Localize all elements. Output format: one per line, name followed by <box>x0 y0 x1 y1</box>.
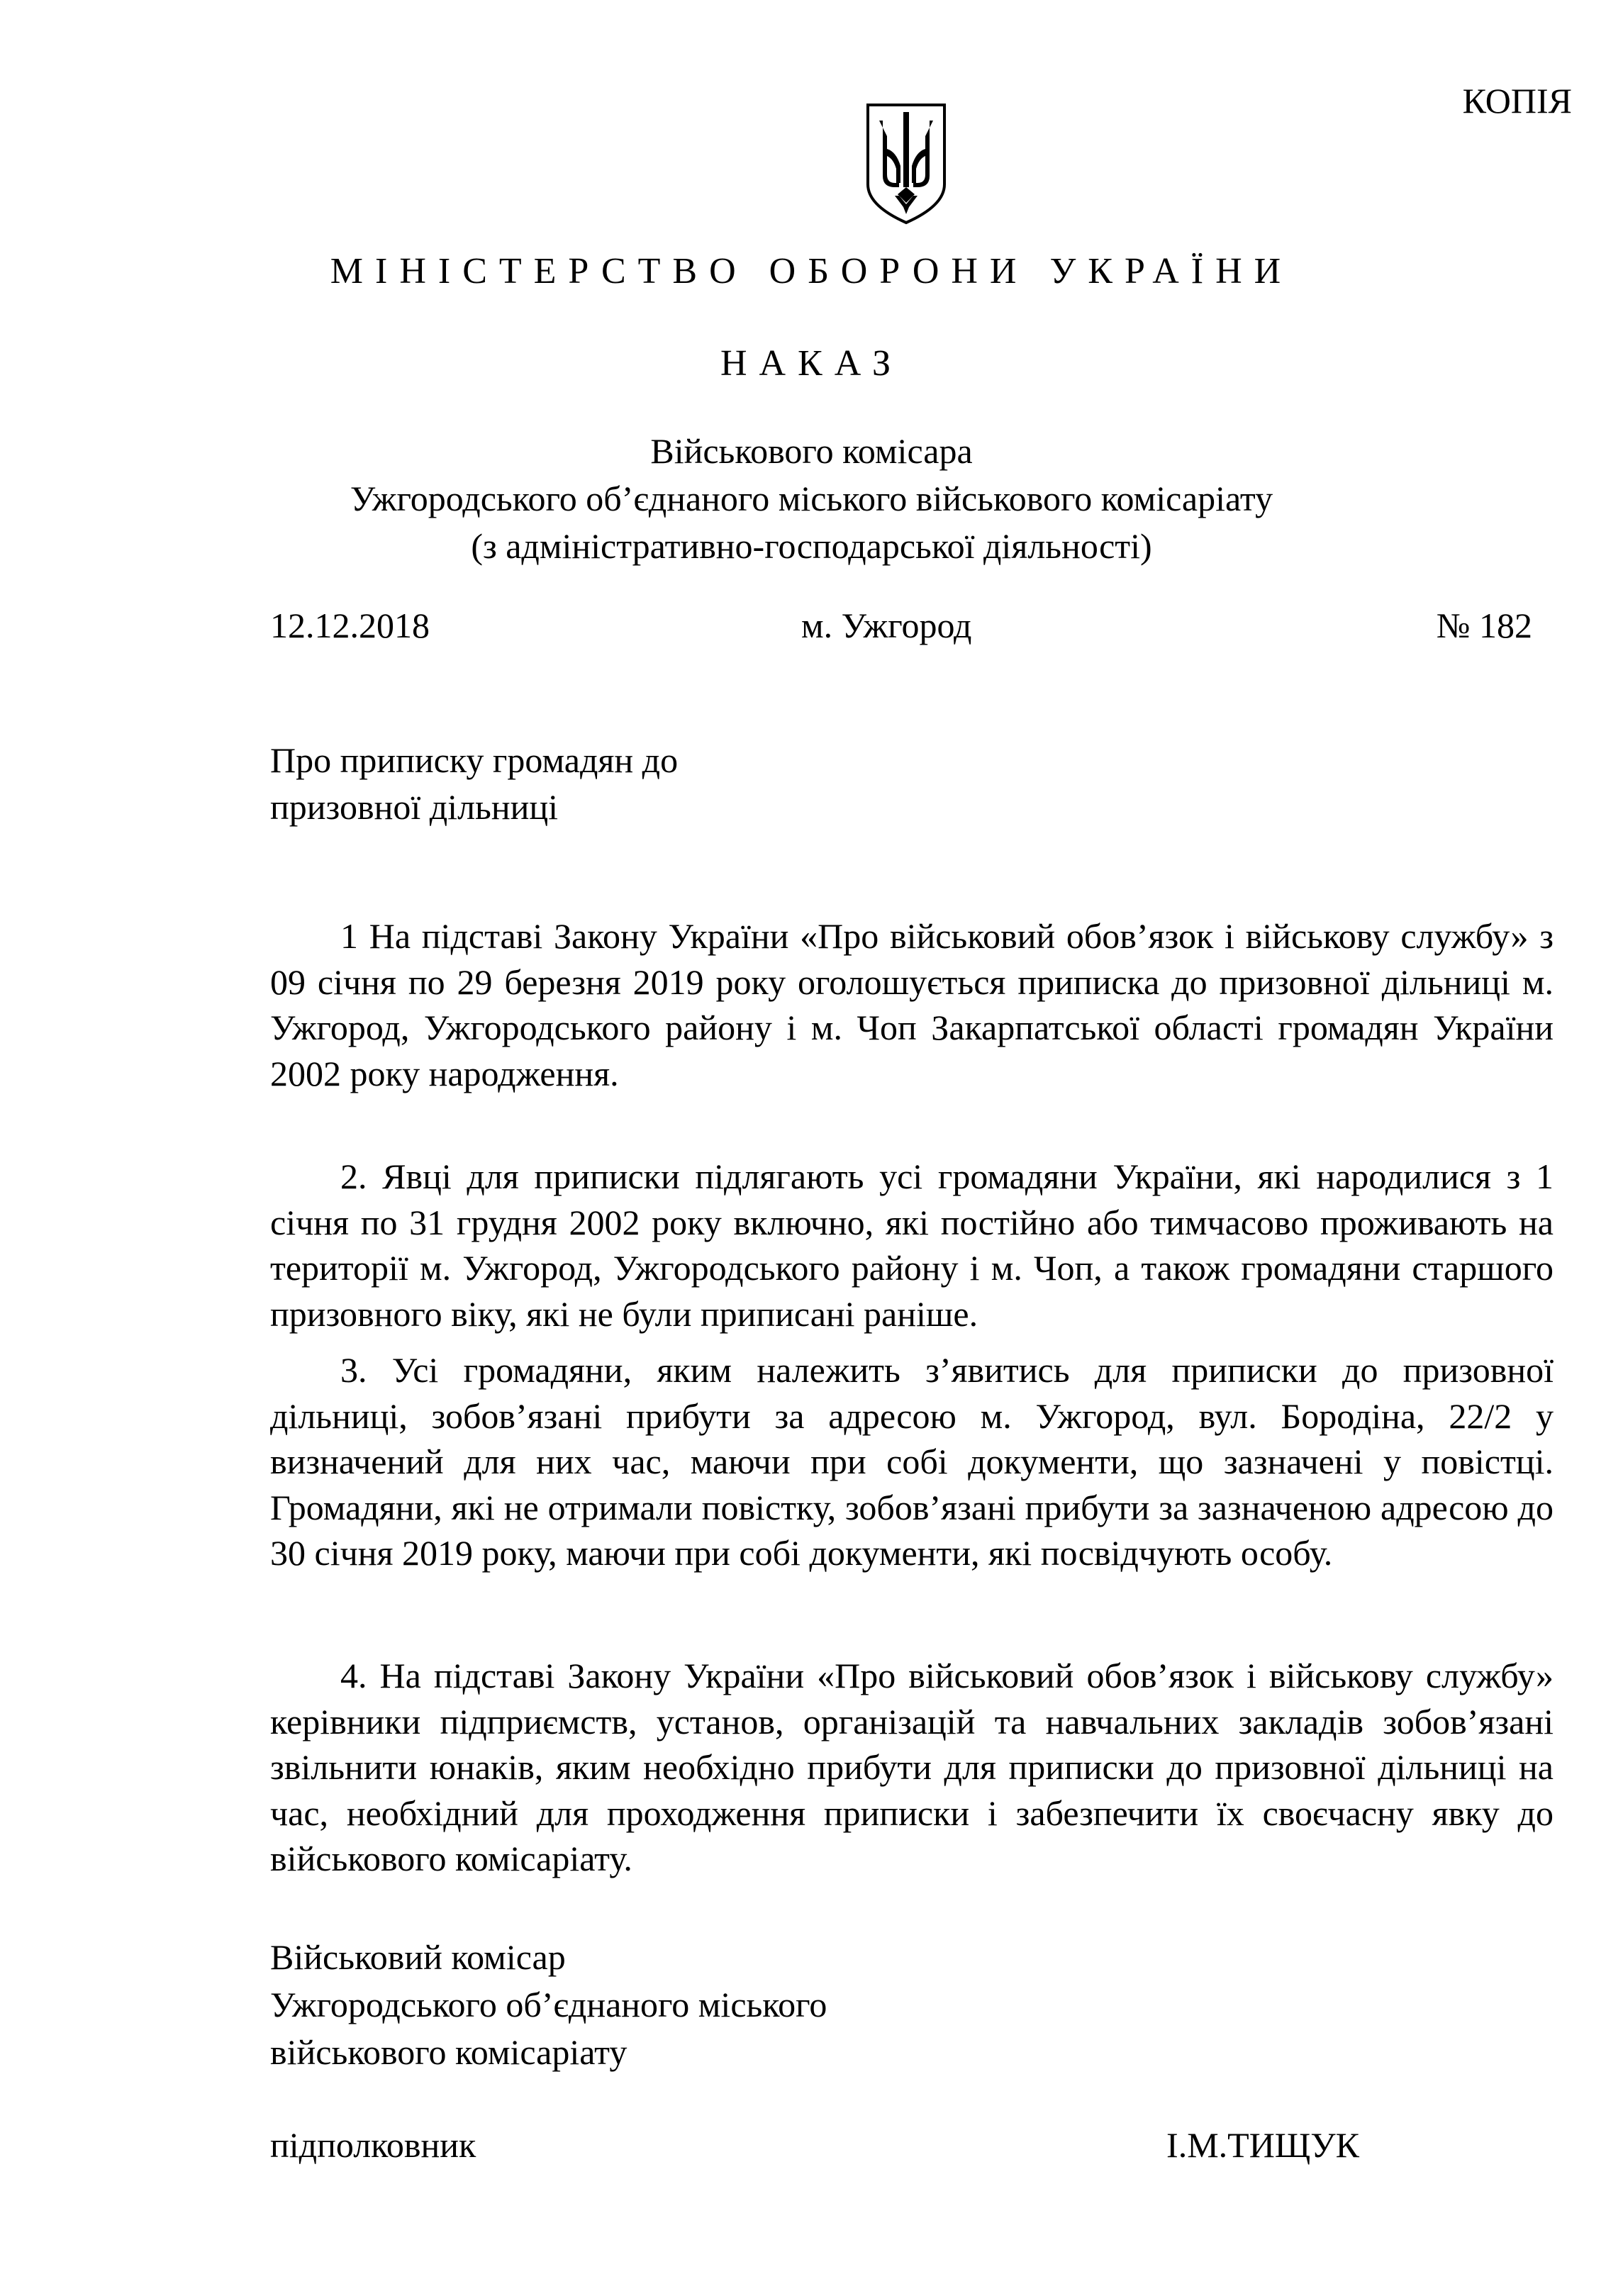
order-paragraph: 3. Усі громадяни, яким належить з’явитись для приписки до призовної дільниці, зобов’язані прибути за адресою м. Ужгород, вул. Бородіна, 22/2 у визначений для них час, маючи при собі документи, що зазначені у повістці. Громадяни, які не отримали повістку, зобов’язані прибути за зазначеною адресою до 30 січня 2019 року, маючи при собі документи, які посвідчують особу. <box>270 1350 1554 1573</box>
order-paragraph: 1 На підставі Закону України «Про військовий обов’язок і військову службу» з 09 січня по 29 березня 2019 року оголошується приписка до призовної дільниці м. Ужгород, Ужгородського району і м. Чоп Закарпатської області громадян України 2002 року народження. <box>270 916 1554 1093</box>
signatory-position-line: Ужгородського об’єднаного міського <box>270 1985 827 2024</box>
order-date: 12.12.2018 <box>270 606 430 645</box>
issuer-line: (з адміністративно-господарської діяльності) <box>471 526 1152 566</box>
order-number: № 182 <box>1436 606 1532 645</box>
issuer-line: Військового комісара <box>650 431 973 471</box>
signatory-rank: підполковник <box>270 2125 476 2165</box>
copy-mark: КОПІЯ <box>1462 81 1572 121</box>
order-paragraph: 2. Явці для приписки підлягають усі громадяни України, які народилися з 1 січня по 31 грудня 2002 року включно, які постійно або тимчасово проживають на території м. Ужгород, Ужгородського району і м. Чоп, а також громадяни старшого призовного віку, які не були приписані раніше. <box>270 1157 1554 1334</box>
issuer-line: Ужгородського об’єднаного міського військового комісаріату <box>350 479 1273 518</box>
subject-line: призовної дільниці <box>270 787 558 827</box>
signatory-position-line: військового комісаріату <box>270 2032 628 2072</box>
tryzub-icon <box>864 99 949 227</box>
signatory-position-line: Військовий комісар <box>270 1937 566 1977</box>
order-word: НАКАЗ <box>720 343 903 384</box>
signatory-name: І.М.ТИЩУК <box>1166 2125 1359 2165</box>
subject-line: Про приписку громадян до <box>270 740 679 780</box>
ministry-title: МІНІСТЕРСТВО ОБОРОНИ УКРАЇНИ <box>330 251 1293 291</box>
order-paragraph: 4. На підставі Закону України «Про військовий обов’язок і військову службу» керівники підприємств, установ, організацій та навчальних закладів зобов’язані звільнити юнаків, яким необхідно прибути для приписки до призовної дільниці на час, необхідний для проходження приписки і забезпечити їх своєчасну явку до військового комісаріату. <box>270 1656 1554 1879</box>
order-city: м. Ужгород <box>801 606 972 645</box>
